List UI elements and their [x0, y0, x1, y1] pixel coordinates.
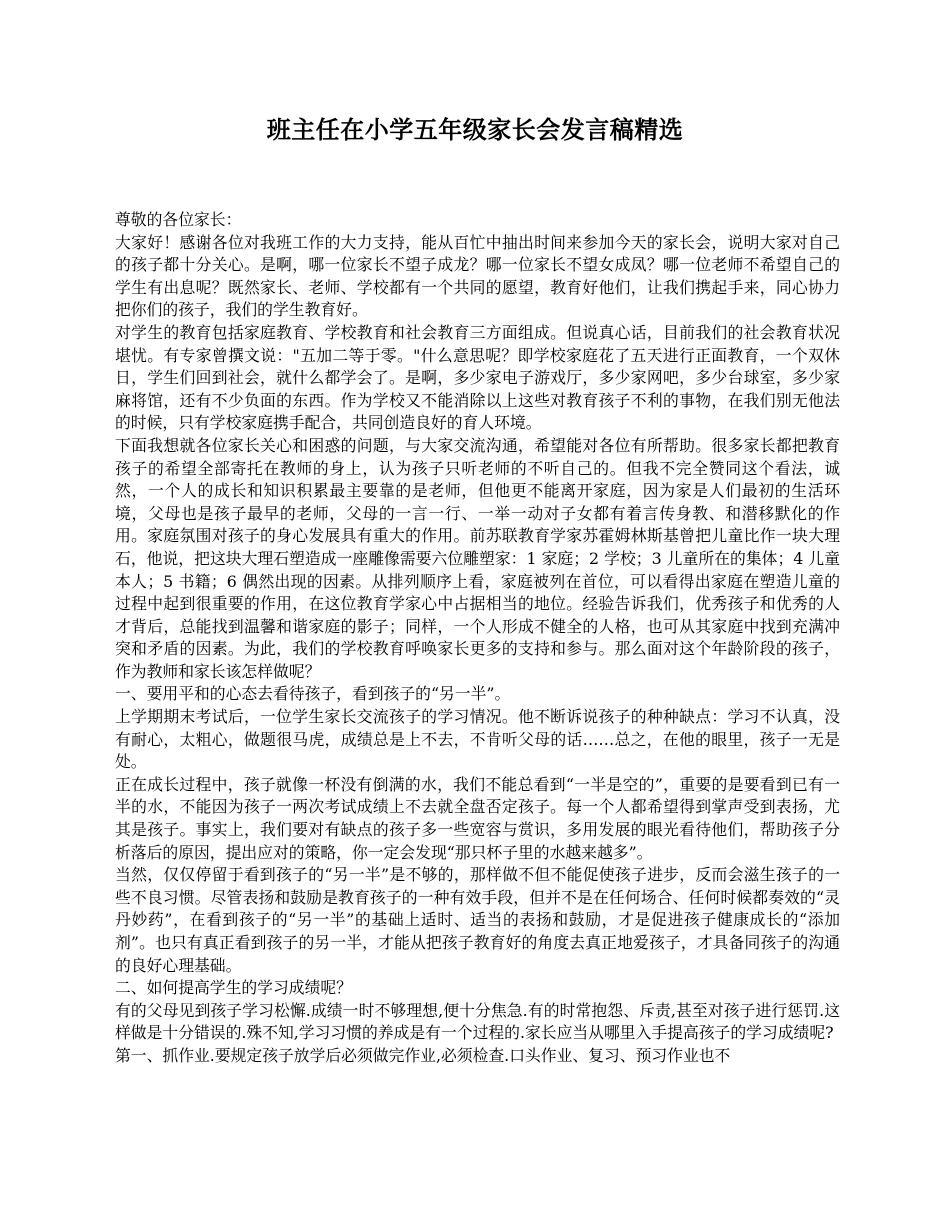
section-heading: 一、要用平和的心态去看待孩子，看到孩子的“另一半”。: [115, 684, 511, 704]
paragraph: 当然，仅仅停留于看到孩子的“另一半”是不够的，那样做不但不能促使孩子进步，反而会滋生孩子的一些不良习惯。尽管表扬和鼓励是教育孩子的一种有效手段，但并不是在任何场合、任何时候都奏效的“灵丹妙药”，在看到孩子的“另一半”的基础上适时、适当的表扬和鼓励，才是促进孩子健康成长的“添加剂”。也只有真正看到孩子的另一半，才能从把孩子教育好的角度去真正地爱孩子，才具备同孩子的沟通的良好心理基础。: [115, 865, 840, 975]
document-title: 班主任在小学五年级家长会发言稿精选: [266, 115, 684, 144]
paragraph: 下面我想就各位家长关心和困惑的问题，与大家交流沟通，希望能对各位有所帮助。很多家长都把教育孩子的希望全部寄托在教师的身上，认为孩子只听老师的不听自己的。但我不完全赞同这个看法，诚然，一个人的成长和知识积累最主要靠的是老师，但他更不能离开家庭，因为家是人们最初的生活环境，父母也是孩子最早的老师，父母的一言一行、一举一动对子女都有着言传身教、和潜移默化的作用。家庭氛围对孩子的身心发展具有重大的作用。前苏联教育学家苏霍姆林斯基曾把儿童比作一块大理石，他说，把这块大理石塑造成一座雕像需要六位雕塑家：1 家庭；2 学校；3 儿童所在的集体；4 儿童本人；5 书籍；6 偶然出现的因素。从排列顺序上看，家庭被列在首位，可以看得出家庭在塑造儿童的过程中起到很重要的作用，在这位教育学家心中占据相当的地位。经验告诉我们，优秀孩子和优秀的人才背后，总能找到温馨和谐家庭的影子；同样，一个人形成不健全的人格，也可从其家庭中找到充满冲突和矛盾的因素。为此，我们的学校教育呼唤家长更多的支持和参与。那么面对这个年龄阶段的孩子，作为教师和家长该怎样做呢？: [115, 435, 840, 681]
paragraph: 第一、抓作业.要规定孩子放学后必须做完作业,必须检查.口头作业、复习、预习作业也不: [115, 1045, 731, 1065]
section-heading: 二、如何提高学生的学习成绩呢？: [115, 978, 352, 998]
paragraph: 对学生的教育包括家庭教育、学校教育和社会教育三方面组成。但说真心话，目前我们的社会教育状况堪忧。有专家曾撰文说："五加二等于零。"什么意思呢？即学校家庭花了五天进行正面教育，一个双休日，学生们回到社会，就什么都学会了。是啊，多少家电子游戏厅，多少家网吧，多少台球室，多少家麻将馆，还有不少负面的东西。作为学校又不能消除以上这些对教育孩子不利的事物，在我们别无他法的时候，只有学校家庭携手配合，共同创造良好的育人环境。: [115, 322, 840, 433]
paragraph: 上学期期末考试后，一位学生家长交流孩子的学习情况。他不断诉说孩子的种种缺点：学习不认真，没有耐心，太粗心，做题很马虎，成绩总是上不去，不肯听父母的话……总之，在他的眼里，孩子一无是处。: [115, 707, 840, 772]
document-body: [115, 209, 840, 1068]
paragraph: 有的父母见到孩子学习松懈.成绩一时不够理想,便十分焦急.有的时常抱怨、斥责,甚至对孩子进行惩罚.这样做是十分错误的.殊不知,学习习惯的养成是有一个过程的.家长应当从哪里入手提高孩子的学习成绩呢?: [115, 1000, 840, 1043]
paragraph: 大家好！感谢各位对我班工作的大力支持，能从百忙中抽出时间来参加今天的家长会，说明大家对自己的孩子都十分关心。是啊，哪一位家长不望子成龙？哪一位家长不望女成凤？哪一位老师不希望自己的学生有出息呢？既然家长、老师、学校都有一个共同的愿望，教育好他们，让我们携起手来，同心协力把你们的孩子，我们的学生教育好。: [115, 232, 840, 320]
salutation: 尊敬的各位家长：: [115, 210, 242, 229]
paragraph: 正在成长过程中，孩子就像一杯没有倒满的水，我们不能总看到“一半是空的”，重要的是要看到已有一半的水，不能因为孩子一两次考试成绩上不去就全盘否定孩子。每一个人都希望得到掌声受到表扬，尤其是孩子。事实上，我们要对有缺点的孩子多一些宽容与赏识，多用发展的眼光看待他们，帮助孩子分析落后的原因，提出应对的策略，你一定会发现“那只杯子里的水越来越多”。: [115, 774, 840, 862]
